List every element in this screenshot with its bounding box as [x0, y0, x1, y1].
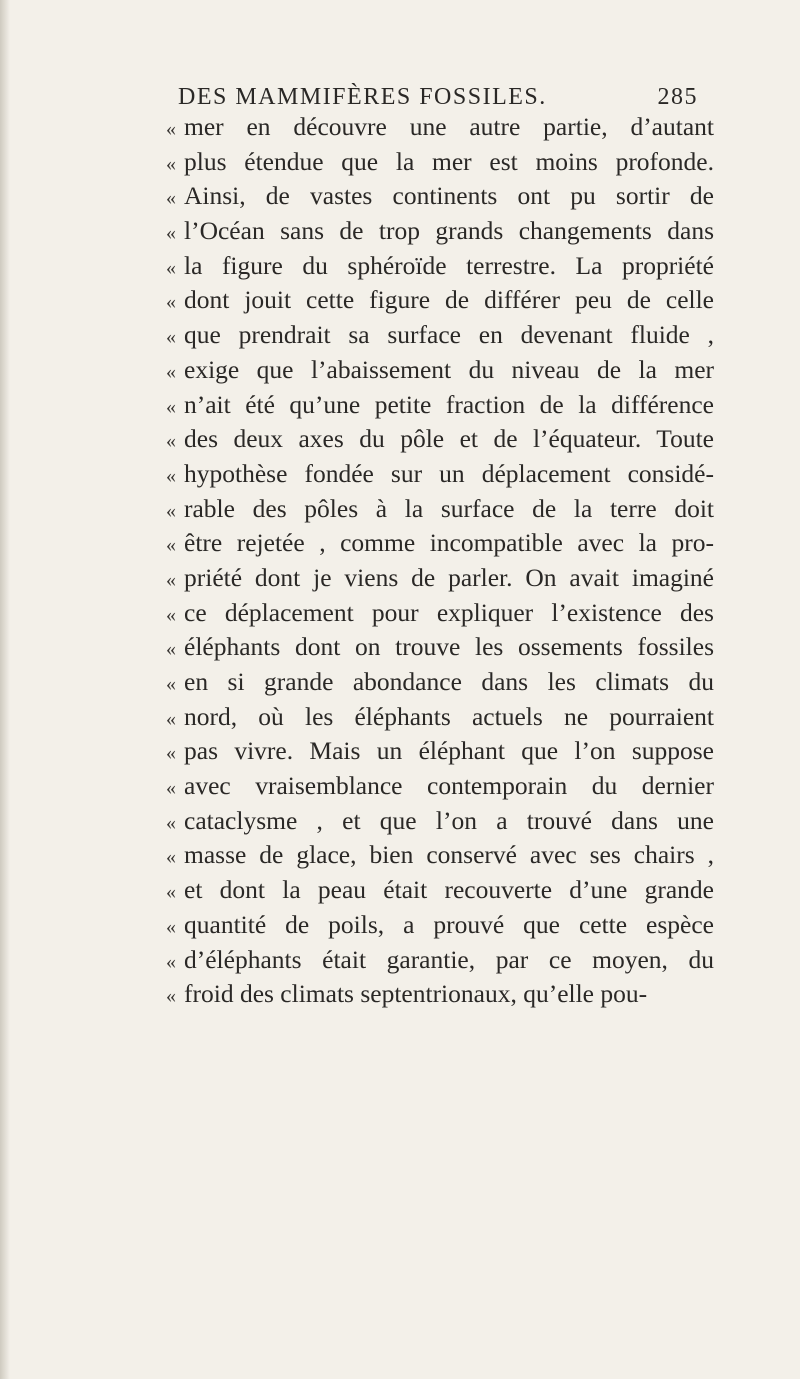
text-line: « des deux axes du pôle et de l’équateur. Toute [166, 422, 714, 457]
text-line: « plus étendue que la mer est moins profonde. [166, 145, 714, 180]
text-line: « froid des climats septentrionaux, qu’elle pou- [166, 977, 714, 1012]
quote-mark: « [166, 430, 176, 453]
text-line: « priété dont je viens de parler. On avait imaginé [166, 561, 714, 596]
text-line: « en si grande abondance dans les climats du [166, 665, 714, 700]
text-line: « que prendrait sa surface en devenant fluide , [166, 318, 714, 353]
body-text [166, 110, 714, 1012]
text-line: « rable des pôles à la surface de la terre doit [166, 492, 714, 527]
quote-mark: « [166, 742, 176, 765]
quote-mark: « [166, 950, 176, 973]
page-number: 285 [657, 84, 698, 110]
text-line: « pas vivre. Mais un éléphant que l’on suppose [166, 734, 714, 769]
text-line: « quantité de poils, a prouvé que cette espèce [166, 908, 714, 943]
quote-mark: « [166, 187, 176, 210]
text-line: « masse de glace, bien conservé avec ses chairs , [166, 838, 714, 873]
text-line: « nord, où les éléphants actuels ne pourraient [166, 700, 714, 735]
text-line: « avec vraisemblance contemporain du dernier [166, 769, 714, 804]
text-line: « n’ait été qu’une petite fraction de la différence [166, 388, 714, 423]
quote-mark: « [166, 534, 176, 557]
quote-mark: « [166, 291, 176, 314]
quote-mark: « [166, 707, 176, 730]
quote-mark: « [166, 915, 176, 938]
page-gutter-shadow [0, 0, 10, 1379]
quote-mark: « [166, 568, 176, 591]
text-line: « exige que l’abaissement du niveau de la mer [166, 353, 714, 388]
text-line: « d’éléphants était garantie, par ce moyen, du [166, 943, 714, 978]
text-line: « éléphants dont on trouve les ossements fossiles [166, 630, 714, 665]
quote-mark: « [166, 360, 176, 383]
quote-mark: « [166, 881, 176, 904]
quote-mark: « [166, 985, 176, 1008]
quote-mark: « [166, 846, 176, 869]
quote-mark: « [166, 118, 176, 140]
text-line: « cataclysme , et que l’on a trouvé dans une [166, 804, 714, 839]
text-line: « hypothèse fondée sur un déplacement considé- [166, 457, 714, 492]
quote-mark: « [166, 673, 176, 695]
running-title: DES MAMMIFÈRES FOSSILES. [178, 84, 547, 110]
quote-mark: « [166, 777, 176, 800]
quote-mark: « [166, 603, 176, 626]
text-line: « mer en découvre une autre partie, d’autant [166, 110, 714, 145]
quote-mark: « [166, 464, 176, 487]
quote-mark: « [166, 395, 176, 418]
quote-mark: « [166, 256, 176, 279]
quote-mark: « [166, 811, 176, 834]
text-line: « et dont la peau était recouverte d’une grande [166, 873, 714, 908]
quote-mark: « [166, 499, 176, 522]
quote-mark: « [166, 152, 176, 175]
text-line: « Ainsi, de vastes continents ont pu sortir de [166, 179, 714, 214]
text-line: « être rejetée , comme incompatible avec la pro- [166, 526, 714, 561]
text-line: « la figure du sphéroïde terrestre. La propriété [166, 249, 714, 284]
text-line: « ce déplacement pour expliquer l’existence des [166, 596, 714, 631]
text-line: « l’Océan sans de trop grands changements dans [166, 214, 714, 249]
quote-mark: « [166, 222, 176, 245]
quote-mark: « [166, 326, 176, 349]
quote-mark: « [166, 638, 176, 661]
text-line: « dont jouit cette figure de différer peu de celle [166, 283, 714, 318]
